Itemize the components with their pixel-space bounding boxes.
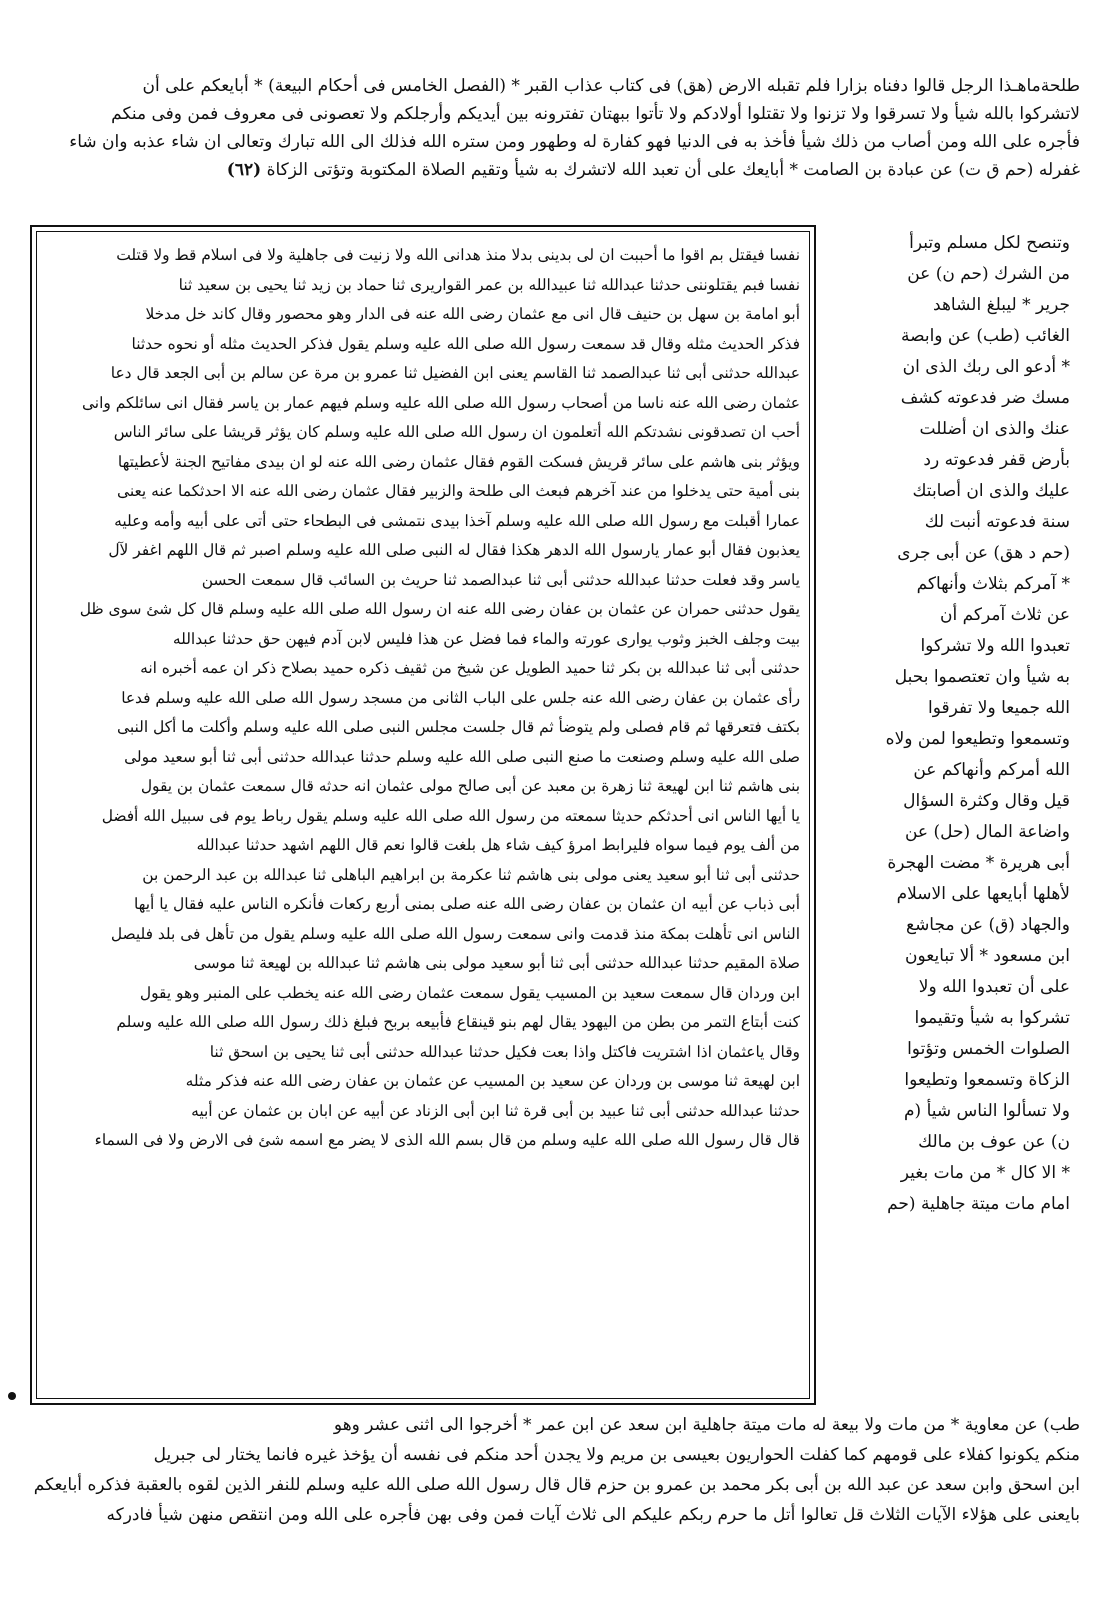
frame-line: عمارا أقبلت مع رسول الله صلى الله عليه وسلم آخذا بيدى نتمشى فى البطحاء حتى أتى على أبيه وأمه وعليه <box>114 511 800 530</box>
margin-line: والجهاد (ق) عن مجاشع <box>906 915 1070 935</box>
margin-line: ولا تسألوا الناس شيأ (م <box>904 1101 1070 1121</box>
margin-line: الله أمركم وأنهاكم عن <box>913 760 1070 780</box>
header-line-text: غفرله (حم ق ت) عن عبادة بن الصامت * أبايعك على أن تعبد الله لاتشرك به شيأ وتقيم الصلاة المكتوبة وتؤتى الزكاة <box>266 160 1080 180</box>
frame-line: بيت وجلف الخبز وثوب يوارى عورته والماء فما فضل عن هذا فليس لابن آدم فيهن حق حدثنا عبدالله <box>172 629 800 648</box>
margin-line: قيل وقال وكثرة السؤال <box>903 791 1070 811</box>
margin-line: (حم د هق) عن أبى جرى <box>897 543 1070 563</box>
frame-line: حدثنا عبدالله حدثنى أبى ثنا عبيد بن أبى قرة ثنا ابن أبى الزناد عن أبيه عن ابان بن عثمان عن أبيه <box>191 1101 800 1120</box>
margin-line: مسك ضر فدعوته كشف <box>900 388 1070 408</box>
frame-text-block <box>46 241 800 1389</box>
margin-line: على أن تعبدوا الله ولا <box>918 977 1070 997</box>
margin-line: جرير * ليبلغ الشاهد <box>933 295 1070 315</box>
margin-line: أبى هريرة * مضت الهجرة <box>887 853 1070 873</box>
margin-line: عن ثلاث آمركم أن <box>940 605 1070 625</box>
frame-line: نفسا فيقتل بم اقوا ما أحببت ان لى بدينى بدلا منذ هدانى الله ولا زنيت فى جاهلية ولا فى اسلام قط ولا قتلت <box>116 246 800 264</box>
header-line: طلحةماهـذا الرجل قالوا دفناه بزارا فلم تقبله الارض (هق) فى كتاب عذاب القبر * (الفصل الخامس فى أحكام البيعة) * أبايعكم على أن <box>142 76 1080 96</box>
margin-line: تشركوا به شيأ وتقيموا <box>914 1008 1070 1028</box>
frame-line: كنت أبتاع التمر من بطن من اليهود يقال لهم بنو قينقاع فأبيعه بربح فبلغ ذلك رسول الله صلى الله عليه وسلم <box>116 1013 800 1031</box>
margin-line: وتسمعوا وتطيعوا لمن ولاه <box>885 729 1070 749</box>
frame-line: يا أيها الناس انى أحدثكم حديثا سمعته من رسول الله صلى الله عليه وسلم يقول رباط يوم فى سبيل الله أفضل <box>101 806 800 825</box>
margin-line: به شيأ وان تعتصموا بحبل <box>894 667 1070 687</box>
frame-line: ويؤثر بنى هاشم على سائر قريش فسكت القوم فقال عثمان رضى الله عنه لو ان بيدى مفاتيح الجنة لأعطيتها <box>117 452 800 471</box>
margin-dot-mark <box>8 1392 16 1400</box>
footer-line: بايعنى على هؤلاء الآيات الثلاث قل تعالوا أتل ما حرم ربكم عليكم الى ثلاث آيات فمن وفى بهن فأجره على الله ومن انتقص منهن شيأ فادركه <box>106 1505 1080 1525</box>
frame-line: أبى ذباب عن أبيه ان عثمان بن عفان رضى الله عنه صلى بمنى أربع ركعات فأنكره الناس عليه فقال يا أيها <box>133 895 800 913</box>
margin-line: الغائب (طب) عن وابصة <box>900 326 1070 346</box>
margin-line: بأرض قفر فدعوته رد <box>923 450 1070 470</box>
header-line <box>30 156 1080 184</box>
frame-line: وقال ياعثمان اذا اشتريت فاكتل واذا بعت فكيل حدثنا عبدالله حدثنى أبى ثنا يحيى بن اسحق ثنا <box>209 1042 800 1061</box>
margin-line: وتنصح لكل مسلم وتبرأ <box>909 233 1070 253</box>
margin-line: * آمركم بثلاث وأنهاكم <box>916 574 1070 594</box>
margin-line: لأهلها أبايعها على الاسلام <box>896 884 1070 904</box>
margin-line: امام مات ميتة جاهلية (حم <box>887 1194 1070 1214</box>
frame-line: من ألف يوم فيما سواه فليرابط امرؤ كيف شاء هل بلغت قالوا نعم قال اللهم اشهد حدثنا عبدالله <box>196 836 800 854</box>
frame-line: بنى هاشم ثنا ابن لهيعة ثنا زهرة بن معبد عن أبى صالح مولى عثمان انه حدثه قال سمعت عثمان بن يقول <box>140 777 800 795</box>
frame-line: ابن وردان قال سمعت سعيد بن المسيب يقول سمعت عثمان رضى الله عنه يخطب على المنبر وهو يقول <box>139 983 800 1002</box>
frame-line: نفسا فبم يقتلوننى حدثنا عبدالله ثنا عبيدالله بن عمر القواريرى ثنا حماد بن زيد ثنا يحيى بن سعيد ثنا <box>178 275 800 294</box>
frame-line: عبدالله حدثنى أبى ثنا عبدالصمد ثنا القاسم يعنى ابن الفضيل ثنا عمرو بن مرة عن سالم بن أبى الجعد قال دعا <box>110 364 800 382</box>
frame-line: قال قال رسول الله صلى الله عليه وسلم من قال بسم الله الذى لا يضر مع اسمه شئ فى الارض ولا فى السماء <box>94 1131 800 1149</box>
footer-line: ابن اسحق وابن سعد عن عبد الله بن أبى بكر محمد بن عمرو بن حزم قال قال رسول الله صلى الله عليه وسلم للنفر الذين لقوه بالعقبة فذكره أبايعكم <box>33 1475 1080 1495</box>
frame-line: حدثنى أبى ثنا عبدالله بن بكر ثنا حميد الطويل عن شيخ من ثقيف ذكره حميد بصلاح ذكر ان عمه أخبره انه <box>140 659 800 677</box>
margin-line: الصلوات الخمس وتؤتوا <box>907 1039 1070 1059</box>
header-line: لاتشركوا بالله شيأ ولا تسرقوا ولا تزنوا ولا تقتلوا أولادكم ولا تأتوا ببهتان تفترونه بين أيديكم وأرجلكم ولا تعصونى فى معروف فمن وفى منكم <box>111 104 1080 124</box>
margin-line: الزكاة وتسمعوا وتطيعوا <box>904 1070 1070 1090</box>
margin-line: واضاعة المال (حل) عن <box>904 822 1070 842</box>
frame-line: صلى الله عليه وسلم وصنعت ما صنع النبى صلى الله عليه وسلم حدثنا عبدالله حدثنى أبى ثنا أبو سعيد مولى <box>124 747 800 766</box>
frame-line: ابن لهيعة ثنا موسى بن وردان عن سعيد بن المسيب عن عثمان بن عفان رضى الله عنه فذكر مثله <box>185 1072 800 1090</box>
margin-line: من الشرك (حم ن) عن <box>907 264 1070 284</box>
margin-text-column <box>820 228 1070 1408</box>
margin-line: * أدعو الى ربك الذى ان <box>902 357 1070 377</box>
footer-line: منكم يكونوا كفلاء على قومهم كما كفلت الحواريون بعيسى بن مريم ولا يجدن أحد منكم فى نفسه أن يؤخذ غيره فانما يختار لى جبريل <box>153 1445 1080 1465</box>
margin-line: عنك والذى ان أضللت <box>919 419 1070 439</box>
header-text-block <box>30 72 1080 184</box>
margin-line: ن) عن عوف بن مالك <box>918 1132 1070 1152</box>
frame-line: عثمان رضى الله عنه ناسا من أصحاب رسول الله صلى الله عليه وسلم فيهم عمار بن ياسر فقال انى سائلكم وانى <box>81 393 800 412</box>
header-line: فأجره على الله ومن أصاب من ذلك شيأ فأخذ به فى الدنيا فهو كفارة له وطهور ومن ستره الله فذلك الى الله تبارك وتعالى ان شاء عذبه وان شاء <box>69 132 1080 152</box>
footer-text-block <box>30 1410 1080 1530</box>
frame-line: يعذبون فقال أبو عمار يارسول الله الدهر هكذا فقال له النبى صلى الله عليه وسلم اصبر ثم قال اللهم اغفر لآل <box>108 541 800 559</box>
margin-line: الله جميعا ولا تفرقوا <box>928 698 1070 718</box>
page-number: (٦٢) <box>226 160 262 180</box>
frame-line: صلاة المقيم حدثنا عبدالله حدثنى أبى ثنا أبو سعيد مولى بنى هاشم ثنا عبدالله بن لهيعة ثنا موسى <box>193 954 800 972</box>
frame-line: يقول حدثنى حمران عن عثمان بن عفان رضى الله عنه ان رسول الله صلى الله عليه وسلم قال كل شئ سوى ظل <box>79 600 800 618</box>
margin-line: ابن مسعود * ألا تبايعون <box>905 946 1070 966</box>
frame-line: ياسر وقد فعلت حدثنا عبدالله حدثنى أبى ثنا عبدالصمد ثنا حريث بن السائب قال سمعت الحسن <box>201 570 800 589</box>
margin-line: سنة فدعوته أنبت لك <box>924 512 1070 532</box>
frame-line: بكتف فتعرقها ثم قام فصلى ولم يتوضأ ثم قال جلست مجلس النبى صلى الله عليه وسلم وأكلت ما أكل النبى <box>117 718 800 736</box>
margin-line: * الا كال * من مات بغير <box>900 1163 1070 1183</box>
frame-line: فذكر الحديث مثله وقال قد سمعت رسول الله صلى الله عليه وسلم يقول فذكر الحديث مثله أو نحوه حدثنا <box>131 334 800 353</box>
margin-line: عليك والذى ان أصابتك <box>912 481 1070 501</box>
frame-line: حدثنى أبى ثنا أبو سعيد يعنى مولى بنى هاشم ثنا عكرمة بن ابراهيم الباهلى ثنا عبدالله بن عبد الرحمن بن <box>142 865 800 884</box>
main-text-frame <box>30 225 816 1405</box>
frame-line: بنى أمية حتى يدخلوا من عند آخرهم فبعث الى طلحة والزبير فقال عثمان رضى الله عنه الا احدثكما عنه يعنى <box>117 482 800 500</box>
frame-line: أحب ان تصدقونى نشدتكم الله أتعلمون ان رسول الله صلى الله عليه وسلم كان يؤثر قريشا على سائر الناس <box>113 423 800 441</box>
margin-line: تعبدوا الله ولا تشركوا <box>920 636 1070 656</box>
footer-line: طب) عن معاوية * من مات ولا بيعة له مات ميتة جاهلية ابن سعد عن ابن عمر * أخرجوا الى اثنى عشر وهو <box>333 1415 1080 1435</box>
frame-line: أبو امامة بن سهل بن حنيف قال انى مع عثمان رضى الله عنه فى الدار وهو محصور وقال كاند خل مدخلا <box>145 305 800 323</box>
frame-line: رأى عثمان بن عفان رضى الله عنه جلس على الباب الثانى من مسجد رسول الله صلى الله عليه وسلم فدعا <box>121 688 800 707</box>
frame-line: الناس انى تأهلت بمكة منذ قدمت وانى سمعت رسول الله صلى الله عليه وسلم يقول من تأهل فى بلد فليصل <box>110 924 800 943</box>
